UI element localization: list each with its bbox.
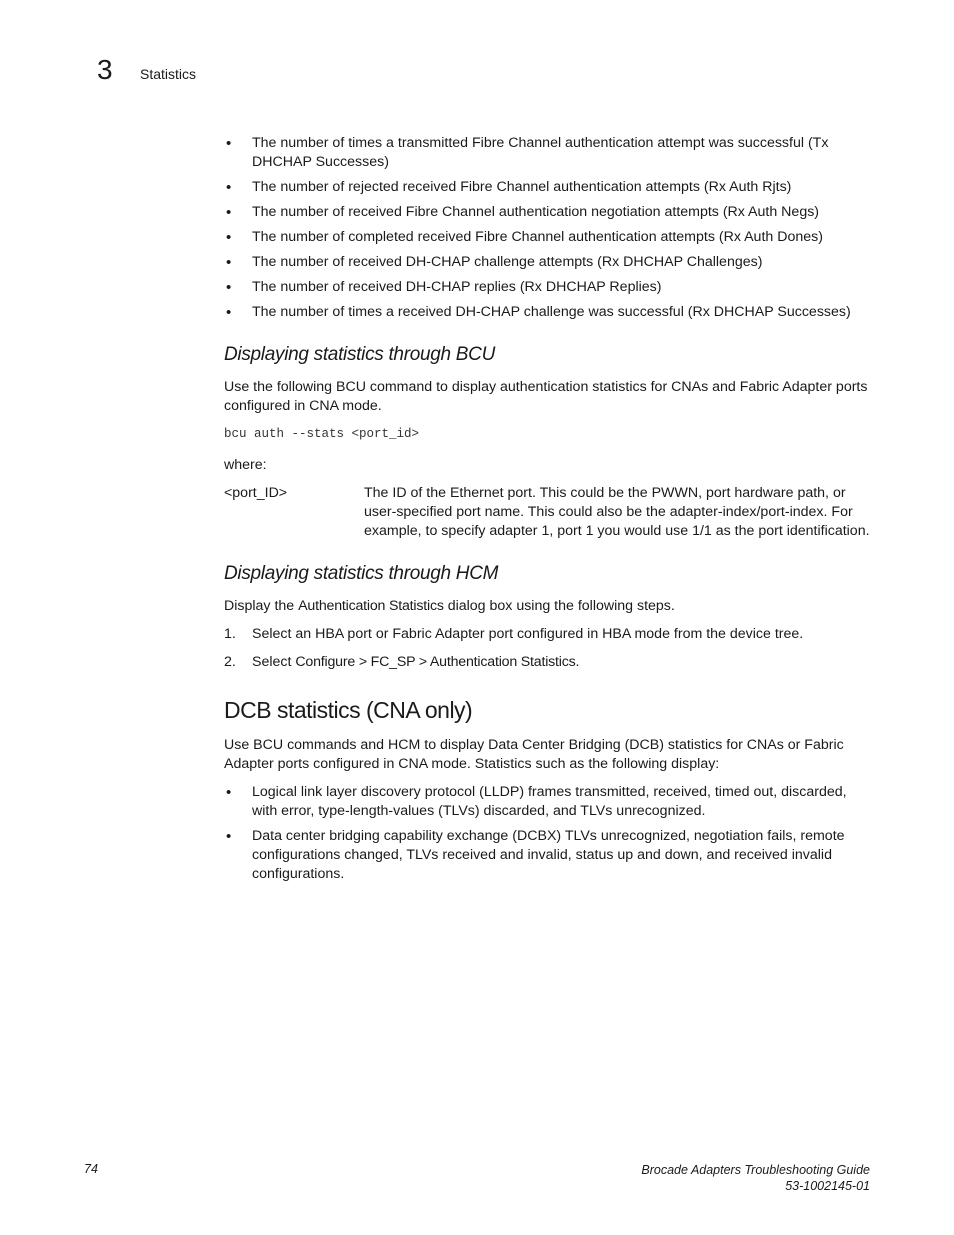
menu-path: Configure > FC_SP > Authentication Statistics [295,654,576,670]
bcu-heading: Displaying statistics through BCU [224,344,495,365]
hcm-intro-before: Display the [224,598,299,614]
list-item: • The number of received DH-CHAP replies (Rx DHCHAP Replies) [224,278,874,297]
hcm-steps [224,625,874,672]
bcu-command: bcu auth --stats <port_id> [224,427,420,441]
param-definition [224,484,874,541]
step-text: Select an HBA port or Fabric Adapter port configured in HBA mode from the device tree. [252,626,804,642]
hcm-intro-after: dialog box using the following steps. [443,598,675,614]
step-text [252,653,580,672]
bcu-intro: Use the following BCU command to display authentication statistics for CNAs and Fabric Adapter ports configured in CNA mode. [224,379,868,414]
doc-number: 53-1002145-01 [785,1179,870,1193]
step-text-before: Select [252,654,296,670]
footer-doc-info [641,1162,870,1194]
list-item: • The number of times a transmitted Fibre Channel authentication attempt was successful (Tx DHCHAP Successes) [224,134,874,172]
list-item: • Data center bridging capability exchange (DCBX) TLVs unrecognized, negotiation fails, remote configurations changed, TLVs received and invalid, status up and down, and received invalid configurations. [224,827,874,884]
chapter-title: Statistics [140,66,197,82]
step-1 [224,625,874,644]
param-description: The ID of the Ethernet port. This could be the PWWN, port hardware path, or user-specified port name. This could also be the adapter-index/port-index. For example, to specify adapter 1, port 1 you would use 1/1 as the port identification. [364,485,870,539]
list-item: • The number of received Fibre Channel authentication negotiation attempts (Rx Auth Negs) [224,203,874,222]
dcb-stats-list [224,783,874,884]
where-label: where: [224,457,267,473]
hcm-heading: Displaying statistics through HCM [224,563,499,584]
list-item: • Logical link layer discovery protocol (LLDP) frames transmitted, received, timed out, discarded, with error, type-length-values (TLVs) discarded, and TLVs unrecognized. [224,783,874,821]
param-term: <port_ID> [224,485,288,501]
step-number: 2. [224,654,236,670]
hcm-intro [224,597,874,616]
chapter-number: 3 [97,54,113,85]
list-item: • The number of received DH-CHAP challenge attempts (Rx DHCHAP Challenges) [224,253,874,272]
step-text-after: . [575,654,580,670]
dcb-heading: DCB statistics (CNA only) [224,697,473,723]
auth-stats-list [224,134,874,322]
guide-title: Brocade Adapters Troubleshooting Guide [641,1163,870,1177]
page-number: 74 [84,1162,98,1176]
dialog-name: Authentication Statistics [298,598,444,614]
page-content [224,134,874,890]
dcb-intro: Use BCU commands and HCM to display Data Center Bridging (DCB) statistics for CNAs or Fabric Adapter ports configured in CNA mode. Statistics such as the following display: [224,737,844,772]
list-item: • The number of times a received DH-CHAP challenge was successful (Rx DHCHAP Successes) [224,303,874,322]
step-2 [224,653,874,672]
list-item: • The number of completed received Fibre Channel authentication attempts (Rx Auth Dones) [224,228,874,247]
list-item: • The number of rejected received Fibre Channel authentication attempts (Rx Auth Rjts) [224,178,874,197]
step-number: 1. [224,626,236,642]
